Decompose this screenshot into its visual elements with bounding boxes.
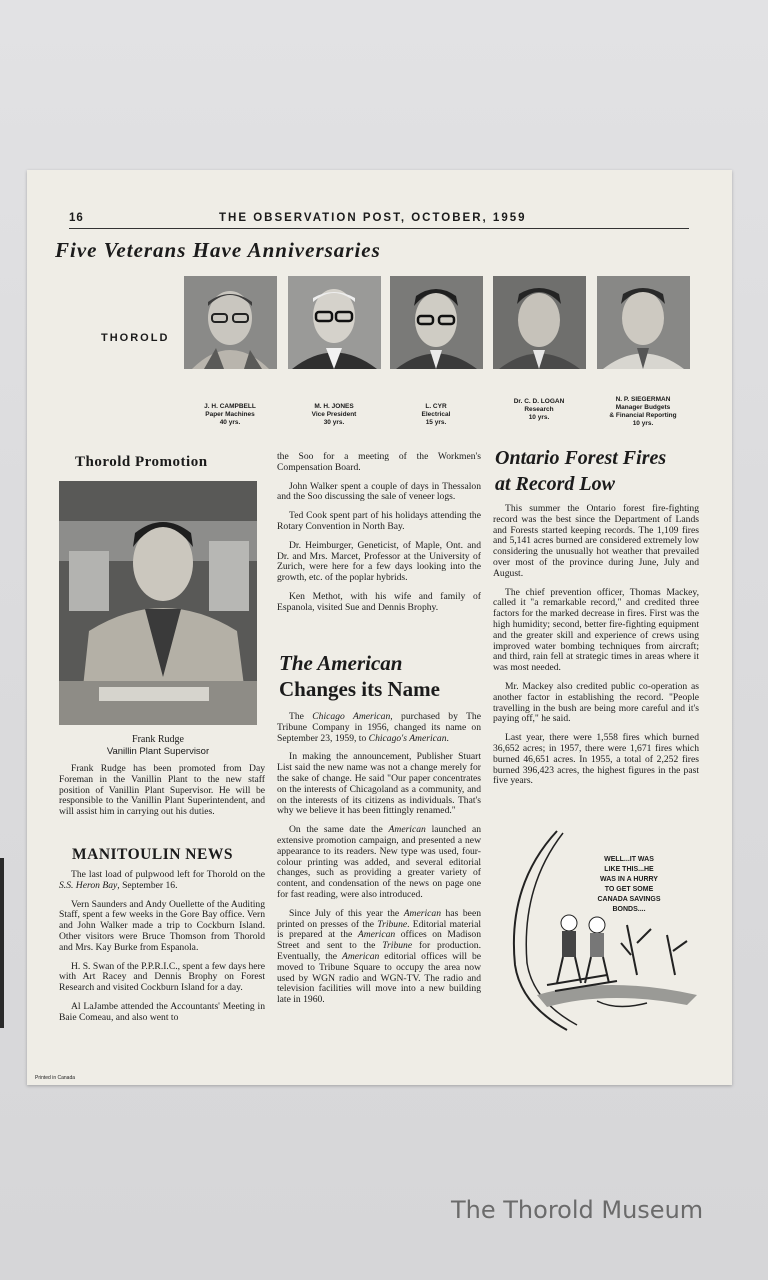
american-heading: The American Changes its Name <box>279 651 440 701</box>
fires-p3: Mr. Mackey also credited public co-operation as another factor in establishing the record. "People travelling in the bush are being more careful and it's paying off," he said. <box>493 680 699 725</box>
caption-siegerman: N. P. SIEGERMAN Manager Budgets & Financial Reporting 10 yrs. <box>609 396 677 427</box>
portrait-logan <box>493 276 586 369</box>
american-p2: In making the announcement, Publisher Stuart List said the new name was not a change merely for the sake of change. He said "Our paper concentrates on the interests of Chicagoland as a community, and on the interests of its citizens as individuals. That's why we believe it has been fittingly renamed." <box>277 751 481 817</box>
rudge-caption-name: Frank Rudge <box>132 734 184 745</box>
anniversaries-headline: Five Veterans Have Anniversaries <box>55 238 381 262</box>
promotion-body: Frank Rudge has been promoted from Day Foreman in the Vanillin Plant to the new staff position of Vanillin Plant Supervisor. He will be responsible to the Vanillin Plant Superintendent, and will assist him in carrying out his duties. <box>59 763 265 818</box>
cartoon-speech: WELL...IT WAS LIKE THIS...HE WAS IN A HURRY TO GET SOME CANADA SAVINGS BONDS.... <box>597 856 661 913</box>
american-p1: The Chicago American, purchased by The Tribune Company in 1956, changed its name on September 23, 1959, to Chicago's American. <box>277 711 481 744</box>
fires-p1: This summer the Ontario forest fire-fighting record was the best since the Department of Lands and Forests started keeping records. The 1,109 fires and 5,141 acres burned are considered extremely low considering the unusually hot weather that prevailed over most of the province during June, July and August. <box>493 503 699 579</box>
promotion-heading: Thorold Promotion <box>75 454 208 470</box>
middle-p5: Ken Methot, with his wife and family of Espanola, visited Sue and Dennis Brophy. <box>277 590 481 613</box>
portrait-jones <box>288 276 381 369</box>
fires-heading: Ontario Forest Fires at Record Low <box>495 447 667 495</box>
middle-p1: the Soo for a meeting of the Workmen's Compensation Board. <box>277 451 481 473</box>
caption-cyr: L. CYR Electrical 15 yrs. <box>421 403 451 426</box>
frank-rudge-photo <box>59 481 257 725</box>
manitoulin-body <box>59 870 265 1032</box>
middle-p2: John Walker spent a couple of days in Thessalon and the Soo discussing the sale of veneer logs. <box>277 480 481 503</box>
american-p3: On the same date the American launched an extensive promotion campaign, and presented a new appearance to its readers. New type was used, four-colour printing was added, and several editorial changes, such as providing a greater variety of content, and condensation of the news on page one for fast reading, were also introduced. <box>277 824 481 900</box>
header-rule <box>69 228 689 229</box>
rudge-caption-title: Vanillin Plant Supervisor <box>106 746 210 757</box>
middle-p3: Ted Cook spent part of his holidays attending the Rotary Convention in North Bay. <box>277 510 481 532</box>
portrait-siegerman <box>597 276 690 369</box>
american-p4: Since July of this year the American has been printed on presses of the Tribune. Editorial material is prepared at the American offices on Madison Street and sent to the Tribune for production. Eventually, the American editorial offices will be moved to Tribune Square to occupy the area now used by WGN radio and WGN-TV. The radio and television facilities will move into a new building late in 1960. <box>277 907 482 1006</box>
printed-in-canada: Printed in Canada <box>35 1075 76 1081</box>
caption-jones: M. H. JONES Vice President 30 yrs. <box>311 403 357 426</box>
manitoulin-p2: Vern Saunders and Andy Ouellette of the Auditing Staff, spent a few weeks in the Gore Bay office. Vern and John Walker made a trip to Cockburn Island. Other visitors were Bruce Thomson from Thorold and Mrs. Kay Burke from Espanola. <box>59 898 265 953</box>
middle-p4: Dr. Heimburger, Geneticist, of Maple, Ont. and Dr. and Mrs. Marcet, Professor at the University of Zurich, were here for a few days looking into the growth, etc. of the poplar hybrids. <box>277 539 481 584</box>
caption-campbell: J. H. CAMPBELL Paper Machines 40 yrs. <box>204 403 256 426</box>
thorold-tag: THOROLD <box>101 332 170 344</box>
savings-bonds-cartoon <box>497 825 712 1035</box>
portrait-cyr <box>390 276 483 369</box>
page-number: 16 <box>69 212 84 224</box>
manitoulin-heading: MANITOULIN NEWS <box>72 846 233 863</box>
rudge-caption <box>59 734 257 758</box>
fires-body <box>493 504 699 795</box>
fires-p4: Last year, there were 1,558 fires which burned 36,652 acres; in 1957, there were 1,671 fires which burned 46,651 acres. In 1955, a total of 2,252 fires burned 396,423 acres, the highest figures in the past five years. <box>493 732 699 787</box>
manitoulin-p3: H. S. Swan of the P.P.R.I.C., spent a few days here with Art Racey and Dennis Brophy on Forest Research and visited Cockburn Island for a day. <box>59 960 265 994</box>
manitoulin-p1: The last load of pulpwood left for Thorold on the S.S. Heron Bay, September 16. <box>59 869 265 891</box>
museum-watermark: The Thorold Museum <box>451 1196 704 1224</box>
fires-p2: The chief prevention officer, Thomas Mackey, called it "a remarkable record," and credited three factors for the marked decrease in fires. First was the high humidity; second, better fire-fighting equipment and the greater skill and experience of crews using improved water bombing techniques from aircraft; and third, rain fell at strategic times in areas where it was most needed. <box>493 586 699 674</box>
newsletter-page <box>27 170 732 1085</box>
caption-logan: Dr. C. D. LOGAN Research 10 yrs. <box>513 398 565 421</box>
header-title: THE OBSERVATION POST, OCTOBER, 1959 <box>219 212 527 224</box>
middle-news <box>277 452 481 622</box>
american-body <box>277 712 481 1014</box>
left-edge-strip <box>0 858 4 1028</box>
manitoulin-p4: Al LaJambe attended the Accountants' Meeting in Baie Comeau, and also went to <box>59 1000 265 1023</box>
portrait-campbell <box>184 276 277 369</box>
